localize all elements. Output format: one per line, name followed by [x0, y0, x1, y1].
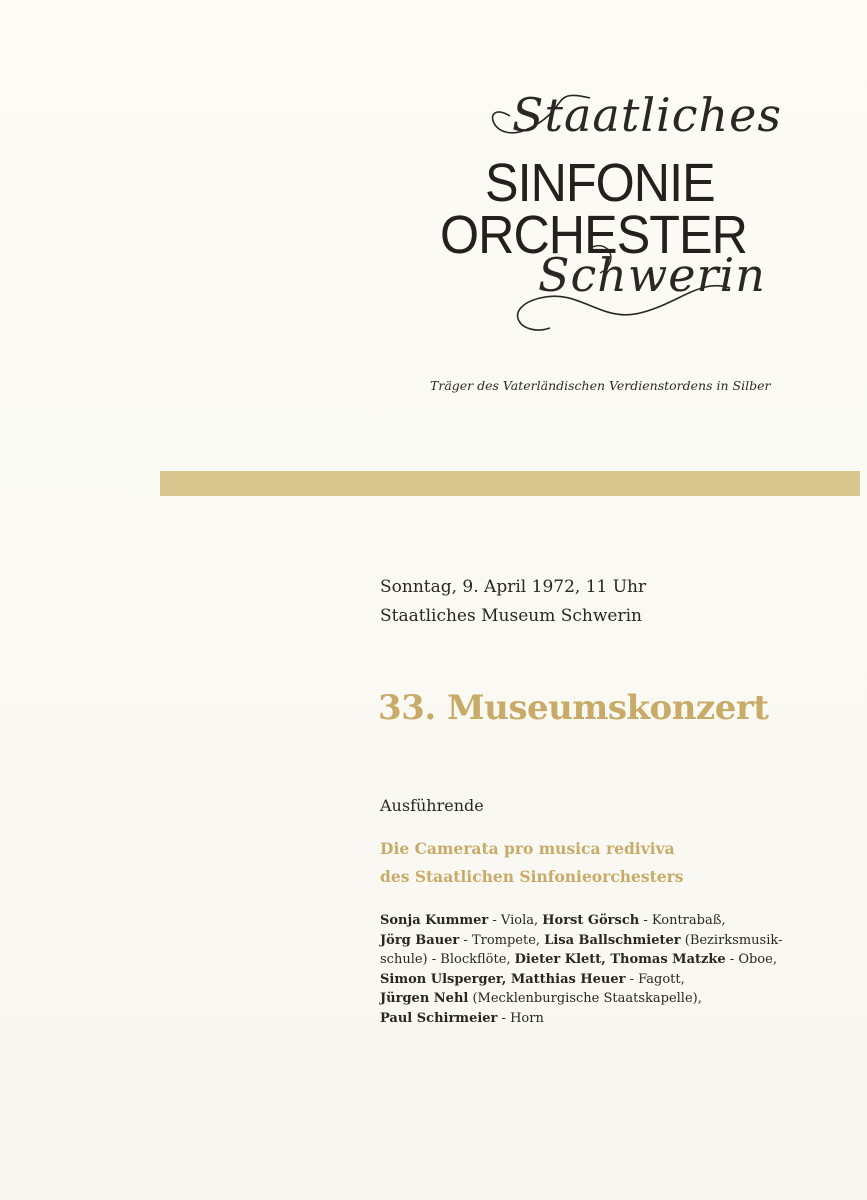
performer-name: Jörg Bauer — [380, 932, 460, 948]
logo-word-orchester: ORCHESTER — [440, 205, 747, 265]
performer-name: Sonja Kummer — [380, 913, 489, 928]
performer-role: schule) - Blockflöte, — [380, 952, 515, 967]
performer-name: Lisa Ballschmieter — [544, 932, 681, 948]
performers-heading: Ausführende — [380, 796, 484, 815]
performer-name: Horst Görsch — [542, 913, 640, 928]
award-subtitle: Träger des Vaterländischen Verdienstordens in Silber — [430, 378, 771, 393]
logo-word-sinfonie: SINFONIE — [485, 153, 715, 213]
performer-role: (Mecklenburgische Staatskapelle), — [468, 991, 702, 1006]
performer-name: Simon Ulsperger, Matthias Heuer — [380, 971, 626, 987]
ensemble-name — [380, 835, 684, 891]
ensemble-line-2: des Staatlichen Sinfonieorchesters — [380, 867, 684, 886]
performer-line — [380, 989, 820, 1009]
performer-name: Dieter Klett, Thomas Matzke — [514, 952, 726, 967]
performer-role: - Fagott, — [625, 971, 685, 987]
logo-script-schwerin: Schwerin — [538, 248, 766, 302]
performer-line — [380, 950, 820, 970]
performer-role: - Trompete, — [459, 932, 545, 948]
event-date: Sonntag, 9. April 1972, 11 Uhr — [380, 577, 647, 597]
performer-line — [380, 931, 820, 951]
performer-name: Paul Schirmeier — [380, 1010, 498, 1026]
performer-role: - Viola, — [488, 913, 543, 928]
performer-line — [380, 911, 820, 931]
performer-role: - Oboe, — [725, 952, 777, 967]
performer-name: Jürgen Nehl — [380, 991, 469, 1006]
concert-title: 33. Museumskonzert — [378, 688, 769, 728]
performer-role: (Bezirksmusik- — [680, 932, 783, 948]
orchestra-logo — [440, 88, 810, 338]
performer-list — [380, 911, 820, 1028]
gold-divider-bar — [160, 471, 860, 496]
ensemble-line-1: Die Camerata pro musica rediviva — [380, 839, 675, 858]
event-venue: Staatliches Museum Schwerin — [380, 606, 642, 626]
performer-line — [380, 1009, 820, 1029]
performer-role: - Horn — [497, 1010, 544, 1026]
performer-line — [380, 970, 820, 990]
logo-script-staatliches: Staatliches — [512, 88, 782, 142]
performer-role: - Kontrabaß, — [639, 913, 726, 928]
